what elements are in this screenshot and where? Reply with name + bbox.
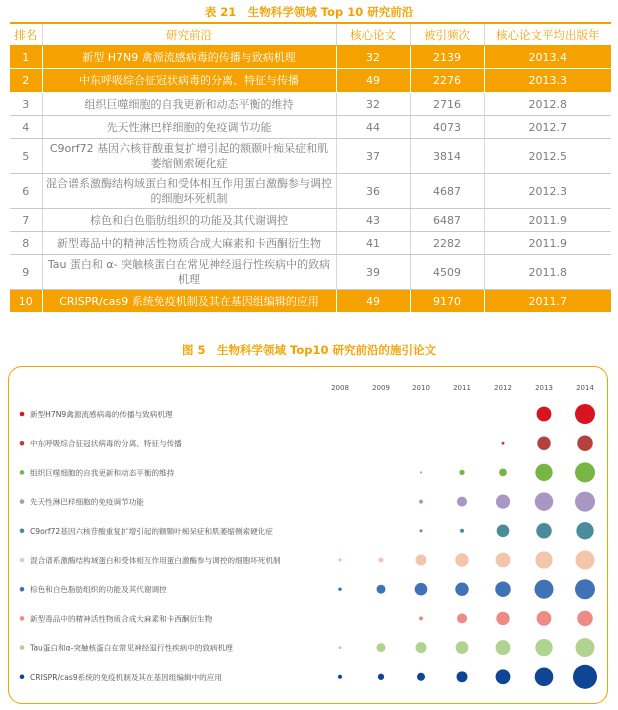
table-header-row: [10, 23, 611, 46]
bubble: [377, 643, 386, 652]
bubble: [535, 639, 552, 656]
bubble: [573, 665, 597, 689]
bubble: [576, 638, 595, 657]
table-row: [10, 139, 611, 174]
mean-year-cell: 2013.4: [484, 46, 611, 69]
citations-cell: 2282: [410, 232, 484, 255]
bubble: [496, 640, 511, 655]
series-label: 棕色和白色脂肪组织的功能及其代谢调控: [30, 585, 167, 595]
table-row: [10, 232, 611, 255]
series-label: 新型毒品中的精神活性物质合成大麻素和卡西酮衍生物: [30, 614, 213, 624]
bubble: [575, 579, 595, 599]
bubble: [419, 616, 423, 620]
bubble: [338, 675, 342, 679]
citations-cell: 2139: [410, 46, 484, 69]
table-row: [10, 255, 611, 290]
table-row: [10, 46, 611, 69]
bubble: [419, 500, 423, 504]
legend-dot: [20, 412, 25, 417]
series-label: 混合谱系激酶结构域蛋白和受体相互作用蛋白激酶参与调控的细胞坏死机制: [30, 556, 281, 565]
rank-cell: 8: [10, 232, 42, 255]
bubble: [460, 529, 464, 533]
bubble: [537, 407, 552, 422]
bubble: [416, 642, 427, 653]
bubble-chart: [9, 367, 607, 703]
figure-caption: 图 5 生物科学领域 Top10 研究前沿的施引论文: [182, 343, 436, 357]
series-label: 组织巨噬细胞的自我更新和动态平衡的维持: [30, 468, 175, 478]
bubble: [455, 553, 468, 566]
bubble: [496, 669, 511, 684]
mean-year-cell: 2012.5: [484, 139, 611, 174]
table-caption: 表 21 生物科学领域 Top 10 研究前沿: [204, 5, 414, 19]
citations-cell: 9170: [410, 290, 484, 313]
bubble: [496, 553, 511, 568]
header-mean-year: 核心论文平均出版年: [484, 23, 611, 46]
table-row: [10, 69, 611, 93]
bubble: [420, 529, 423, 532]
citations-cell: 4509: [410, 255, 484, 290]
mean-year-cell: 2013.3: [484, 69, 611, 93]
year-label: 2012: [494, 384, 512, 392]
front-cell: CRISPR/cas9 系统免疫机制及其在基因组编辑的应用: [42, 290, 336, 313]
bubble: [499, 469, 507, 477]
header-rank: 排名: [10, 23, 42, 46]
front-cell: C9orf72 基因六核苷酸重复扩增引起的额颞叶痴呆症和肌萎缩侧索硬化症: [42, 139, 336, 174]
bubble: [457, 671, 468, 682]
bubble: [457, 497, 467, 507]
bubble: [535, 464, 552, 481]
bubble: [377, 585, 386, 594]
legend-dot: [20, 499, 25, 504]
bubble: [420, 471, 422, 473]
bubble: [415, 583, 428, 596]
bubble: [338, 587, 341, 590]
core-papers-cell: 37: [336, 139, 410, 174]
table-row: [10, 209, 611, 232]
bubble: [577, 611, 593, 627]
front-cell: 混合谱系激酶结构域蛋白和受体相互作用蛋白激酶参与调控的细胞坏死机制: [42, 174, 336, 209]
bubble: [535, 580, 554, 599]
rank-cell: 1: [10, 46, 42, 69]
mean-year-cell: 2011.8: [484, 255, 611, 290]
bubble: [338, 558, 341, 561]
core-papers-cell: 39: [336, 255, 410, 290]
legend-dot: [20, 441, 25, 446]
bubble: [456, 641, 469, 654]
rank-cell: 5: [10, 139, 42, 174]
rank-cell: 9: [10, 255, 42, 290]
header-core-papers: 核心论文: [336, 23, 410, 46]
core-papers-cell: 49: [336, 69, 410, 93]
bubble: [495, 581, 511, 597]
mean-year-cell: 2012.8: [484, 93, 611, 116]
bubble: [535, 492, 553, 510]
bubble: [496, 495, 510, 509]
bubble: [537, 436, 550, 449]
year-label: 2011: [453, 384, 471, 392]
bubble: [575, 462, 595, 482]
front-cell: 棕色和白色脂肪组织的功能及其代谢调控: [42, 209, 336, 232]
front-cell: 先天性淋巴样细胞的免疫调节功能: [42, 116, 336, 139]
core-papers-cell: 32: [336, 46, 410, 69]
mean-year-cell: 2011.9: [484, 209, 611, 232]
bubble: [497, 524, 510, 537]
year-label: 2008: [331, 384, 349, 392]
core-papers-cell: 44: [336, 116, 410, 139]
bubble: [502, 442, 505, 445]
table-row: [10, 290, 611, 313]
bubble: [536, 523, 552, 539]
legend-dot: [20, 558, 25, 563]
legend-dot: [20, 645, 25, 650]
front-cell: 新型毒品中的精神活性物质合成大麻素和卡西酮衍生物: [42, 232, 336, 255]
bubble: [496, 612, 509, 625]
table-row: [10, 116, 611, 139]
mean-year-cell: 2011.7: [484, 290, 611, 313]
year-label: 2014: [576, 384, 594, 392]
bubble: [575, 492, 595, 512]
series-label: 先天性淋巴样细胞的免疫调节功能: [30, 497, 144, 507]
citations-cell: 4073: [410, 116, 484, 139]
mean-year-cell: 2011.9: [484, 232, 611, 255]
citations-cell: 2276: [410, 69, 484, 93]
bubble: [457, 613, 467, 623]
table-row: [10, 93, 611, 116]
citations-cell: 2716: [410, 93, 484, 116]
mean-year-cell: 2012.7: [484, 116, 611, 139]
series-label: 新型H7N9禽源流感病毒的传播与致病机理: [30, 410, 173, 419]
year-label: 2010: [412, 384, 430, 392]
rank-cell: 4: [10, 116, 42, 139]
series-label: 中东呼吸综合征冠状病毒的分离、特征与传播: [30, 439, 182, 449]
core-papers-cell: 36: [336, 174, 410, 209]
rank-cell: 2: [10, 69, 42, 93]
bubble: [576, 522, 593, 539]
bubble: [417, 673, 425, 681]
bubble: [379, 558, 384, 563]
year-label: 2013: [535, 384, 553, 392]
header-front: 研究前沿: [42, 23, 336, 46]
front-cell: 新型 H7N9 禽源流感病毒的传播与致病机理: [42, 46, 336, 69]
bubble: [459, 470, 464, 475]
legend-dot: [20, 529, 25, 534]
bubble: [535, 551, 552, 568]
core-papers-cell: 32: [336, 93, 410, 116]
legend-dot: [20, 587, 25, 592]
bubble: [537, 611, 552, 626]
citations-cell: 3814: [410, 139, 484, 174]
legend-dot: [20, 616, 25, 621]
bubble: [455, 582, 468, 595]
year-label: 2009: [372, 384, 390, 392]
bubble: [577, 435, 593, 451]
bubble: [416, 555, 427, 566]
bubble: [339, 646, 342, 649]
research-front-table: [10, 22, 611, 313]
rank-cell: 7: [10, 209, 42, 232]
rank-cell: 6: [10, 174, 42, 209]
series-label: Tau蛋白和α-突触核蛋白在常见神经退行性疾病中的致病机理: [30, 643, 233, 653]
header-citations: 被引频次: [410, 23, 484, 46]
rank-cell: 3: [10, 93, 42, 116]
bubble: [378, 674, 384, 680]
core-papers-cell: 49: [336, 290, 410, 313]
rank-cell: 10: [10, 290, 42, 313]
bubble-chart-frame: [8, 366, 608, 704]
citations-cell: 4687: [410, 174, 484, 209]
front-cell: Tau 蛋白和 α- 突触核蛋白在常见神经退行性疾病中的致病机理: [42, 255, 336, 290]
mean-year-cell: 2012.3: [484, 174, 611, 209]
front-cell: 组织巨噬细胞的自我更新和动态平衡的维持: [42, 93, 336, 116]
front-cell: 中东呼吸综合征冠状病毒的分离、特征与传播: [42, 69, 336, 93]
table-row: [10, 174, 611, 209]
bubble: [575, 404, 595, 424]
citations-cell: 6487: [410, 209, 484, 232]
core-papers-cell: 43: [336, 209, 410, 232]
legend-dot: [20, 675, 25, 680]
series-label: C9orf72基因六核苷酸重复扩增引起的额颞叶痴呆症和肌萎缩侧索硬化症: [30, 526, 273, 536]
series-label: CRISPR/cas9系统的免疫机制及其在基因组编辑中的应用: [30, 672, 222, 682]
bubble: [576, 551, 595, 570]
bubble: [535, 667, 554, 686]
legend-dot: [20, 470, 25, 475]
core-papers-cell: 41: [336, 232, 410, 255]
